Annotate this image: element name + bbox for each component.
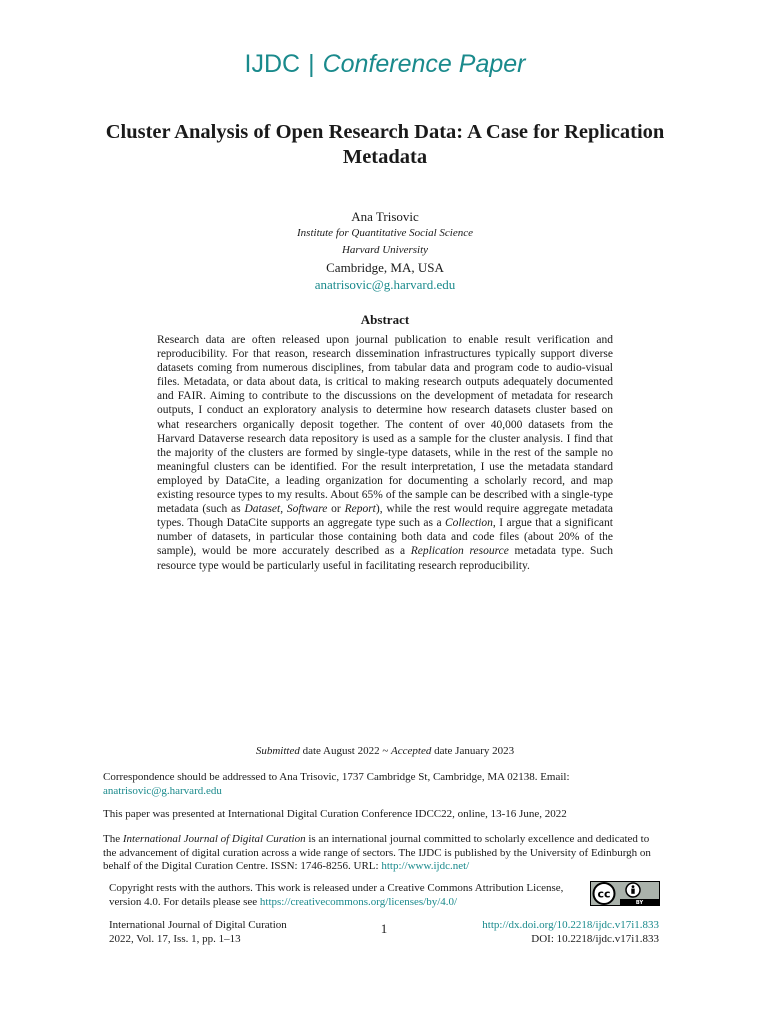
author-university: Harvard University	[341, 244, 429, 256]
copyright-text: Copyright rests with the authors. This work is released under a Creative Commons Attribution License, version 4.0. For details please see	[109, 882, 564, 908]
journal-info-pre: The	[103, 833, 123, 845]
journal-info-text: is an international journal committed to scholarly excellence and dedicated to the advancement of digital curation across a wide range of sectors. The IJDC is published by the University of Edinburgh on behalf of the Digital Curation Centre. ISSN: 1746-8256. URL:	[103, 833, 651, 872]
footer-journal-info	[109, 919, 287, 946]
term-software: Software	[286, 503, 328, 516]
term-report: Report	[344, 503, 376, 516]
term-dataset: Dataset	[244, 503, 281, 516]
correspondence-text: Correspondence should be addressed to Ana Trisovic, 1737 Cambridge St, Cambridge, MA 02138. Email:	[103, 771, 570, 783]
author-email-link[interactable]: anatrisovic@g.harvard.edu	[314, 277, 456, 292]
journal-url-link[interactable]: http://www.ijdc.net/	[381, 860, 470, 872]
abstract-text-1: Research data are often released upon journal publication to enable result verification and reproducibility. For that reason, research dissemination infrastructures typically support diverse datasets coming from numerous disciplines, from tabular data and program code to audio-visual files. Metadata, or data about data, is critical to making research outputs adequately documented and FAIR. Aiming to contribute to the discussions on the development of metadata for research outputs, I conduct an exploratory analysis to determine how research datasets cluster based on what researchers organically deposit together. The content of over 40,000 datasets from the Harvard Dataverse research data repository is used as a sample for the cluster analysis. I find that the majority of the clusters are formed by single-type datasets, while in the rest of the sample no meaningful clusters can be identified. For the result interpretation, I use the metadata standard employed by DataCite, a leading organization for documenting a scholarly record, and map existing resource types to my results. About 65% of the sample can be described with a single-type metadata (such as	[157, 334, 613, 516]
author-name: Ana Trisovic	[351, 209, 419, 224]
footer-volume: 2022, Vol. 17, Iss. 1, pp. 1–13	[109, 932, 241, 945]
submitted-date: date August 2022	[299, 745, 380, 757]
abstract-heading: Abstract	[360, 312, 410, 327]
license-url-link[interactable]: https://creativecommons.org/licenses/by/4.0/	[259, 895, 458, 908]
author-block	[0, 208, 770, 293]
correspondence-email-link[interactable]: anatrisovic@g.harvard.edu	[103, 784, 222, 797]
footer-doi	[482, 919, 659, 946]
paper-title: Cluster Analysis of Open Research Data: A Case for Replication Metadata	[105, 121, 665, 168]
cc-by-badge-graphic	[590, 881, 660, 906]
abstract-or: or	[327, 503, 345, 516]
abstract-text-2: ), while the rest would require aggregate metadata types. Though DataCite supports an aggregate type such as a	[157, 503, 613, 530]
abstract-body	[157, 333, 613, 573]
term-replication-resource: Replication resource	[410, 545, 509, 558]
accepted-label: Accepted	[391, 745, 432, 757]
footer-journal-name: International Journal of Digital Curation	[109, 919, 287, 931]
submitted-label: Submitted	[255, 745, 300, 757]
abstract-text-4: metadata type. Such resource type would be particularly useful in facilitating research reproducibility.	[157, 545, 613, 572]
abstract-comma: ,	[280, 503, 284, 516]
dates-separator: ~	[379, 745, 392, 757]
doi-text: DOI: 10.2218/ijdc.v17i1.833	[531, 932, 659, 945]
presented-note: This paper was presented at International Digital Curation Conference IDCC22, online, 13-16 June, 2022	[103, 808, 567, 820]
accepted-date: date January 2023	[431, 745, 515, 757]
cc-icon: cc	[597, 887, 611, 901]
by-label: BY	[635, 900, 644, 906]
copyright-note	[109, 882, 579, 909]
page-number: 1	[380, 921, 388, 936]
author-location: Cambridge, MA, USA	[326, 260, 444, 275]
doi-url-link[interactable]: http://dx.doi.org/10.2218/ijdc.v17i1.833	[482, 919, 659, 931]
term-collection: Collection	[444, 517, 493, 530]
journal-header	[0, 50, 770, 79]
journal-info	[103, 833, 663, 874]
abstract-text-3: , I argue that a significant number of datasets, in particular those containing both data and code files (about 20% of the sample), would be more accurately described as a	[157, 517, 613, 558]
cc-by-license-badge[interactable]	[590, 881, 660, 906]
paper-type: Conference Paper	[322, 50, 526, 78]
journal-info-name: International Journal of Digital Curation	[122, 833, 306, 845]
header-separator: |	[308, 50, 315, 78]
author-institute: Institute for Quantitative Social Science	[297, 227, 473, 239]
journal-name: IJDC	[244, 50, 301, 78]
submission-dates	[0, 745, 770, 757]
correspondence-note	[103, 771, 663, 798]
